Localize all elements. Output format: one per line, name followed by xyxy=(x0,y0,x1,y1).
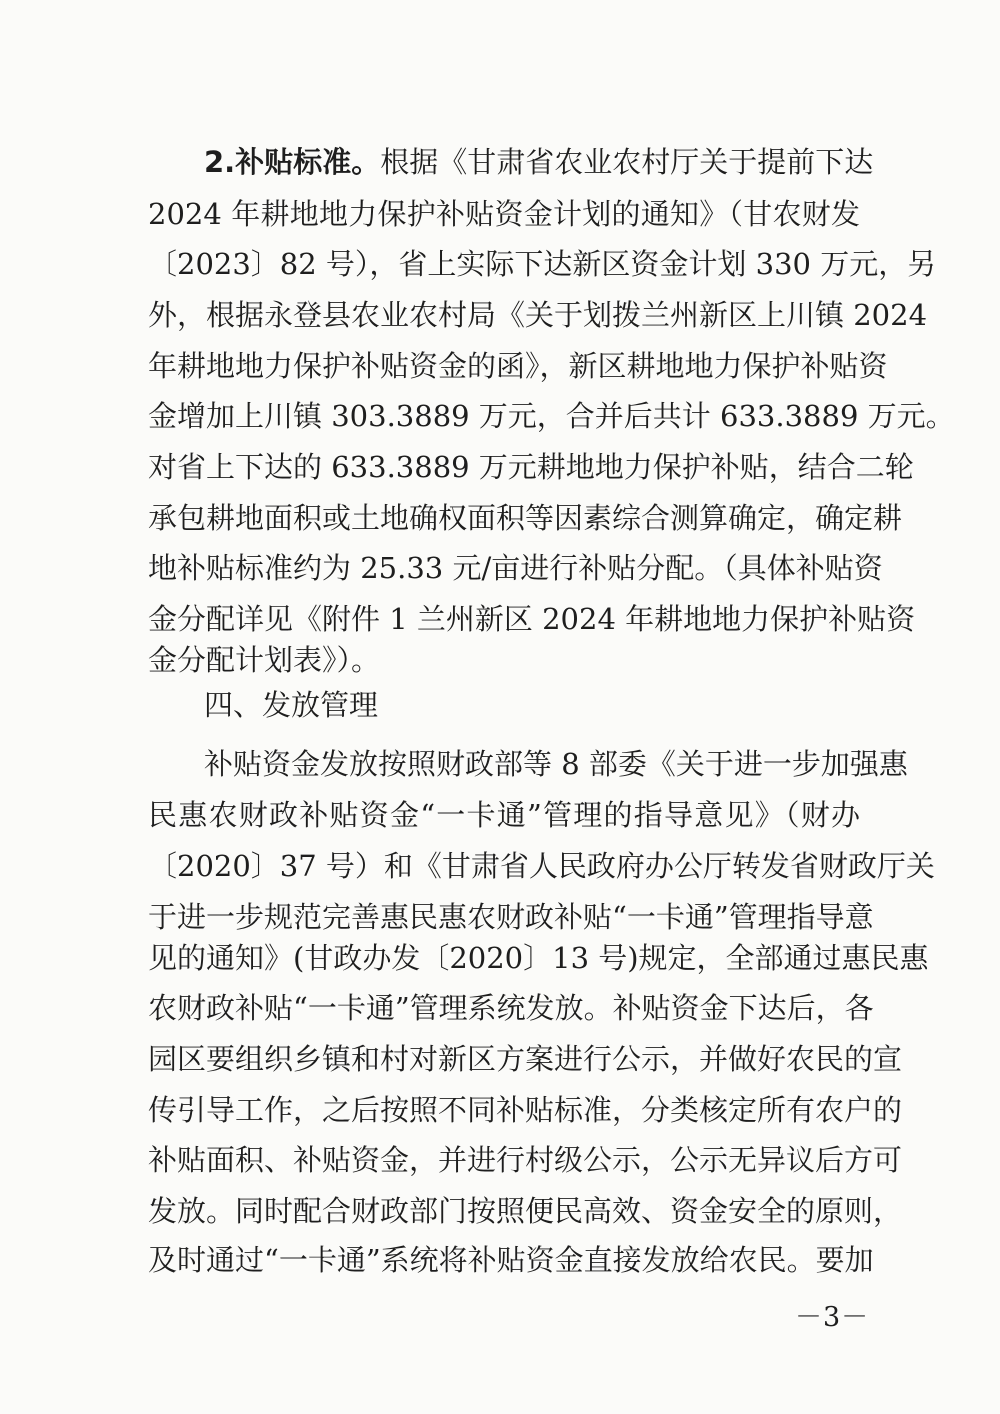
paragraph-line: 园区要组织乡镇和村对新区方案进行公示，并做好农民的宣 xyxy=(148,1042,903,1076)
paragraph-line: 农财政补贴“一卡通”管理系统发放。补贴资金下达后，各 xyxy=(148,991,874,1025)
paragraph-line: 金增加上川镇 303.3889 万元，合并后共计 633.3889 万元。 xyxy=(148,399,955,433)
paragraph-line: 〔2023〕82 号），省上实际下达新区资金计划 330 万元，另 xyxy=(148,247,937,281)
paragraph-line: 传引导工作，之后按照不同补贴标准，分类核定所有农户的 xyxy=(148,1093,903,1127)
paragraph-text: 根据《甘肃省农业农村厅关于提前下达 xyxy=(380,145,874,179)
paragraph-line: 承包耕地面积或土地确权面积等因素综合测算确定，确定耕 xyxy=(148,501,903,535)
paragraph-line: 民惠农财政补贴资金“一卡通”管理的指导意见》（财办 xyxy=(148,798,860,832)
subsection-lead: 2.补贴标准。 xyxy=(204,145,381,179)
paragraph-line: 〔2020〕37 号）和《甘肃省人民政府办公厅转发省财政厅关 xyxy=(148,849,935,883)
paragraph-line: 见的通知》(甘政办发〔2020〕13 号)规定，全部通过惠民惠 xyxy=(148,941,929,975)
paragraph-line: 于进一步规范完善惠民惠农财政补贴“一卡通”管理指导意 xyxy=(148,900,874,934)
paragraph-line: 发放。同时配合财政部门按照便民高效、资金安全的原则， xyxy=(148,1194,903,1228)
paragraph-line: 补贴资金发放按照财政部等 8 部委《关于进一步加强惠 xyxy=(204,747,908,781)
paragraph-line: 金分配计划表》）。 xyxy=(148,643,381,677)
paragraph-line: 外，根据永登县农业农村局《关于划拨兰州新区上川镇 2024 xyxy=(148,298,928,332)
paragraph-line: 金分配详见《附件 1 兰州新区 2024 年耕地地力保护补贴资 xyxy=(148,602,916,636)
paragraph-line: 2024 年耕地地力保护补贴资金计划的通知》（甘农财发 xyxy=(148,197,860,231)
paragraph-line: 及时通过“一卡通”系统将补贴资金直接发放给农民。要加 xyxy=(148,1243,874,1277)
paragraph-line xyxy=(204,142,874,182)
paragraph-line: 补贴面积、补贴资金，并进行村级公示，公示无异议后方可 xyxy=(148,1143,903,1177)
section-heading: 四、发放管理 xyxy=(204,688,379,722)
paragraph-line: 年耕地地力保护补贴资金的函》，新区耕地地力保护补贴资 xyxy=(148,349,888,383)
paragraph-line: 地补贴标准约为 25.33 元/亩进行补贴分配。（具体补贴资 xyxy=(148,551,883,585)
page-number: －3－ xyxy=(795,1302,870,1333)
paragraph-line: 对省上下达的 633.3889 万元耕地地力保护补贴，结合二轮 xyxy=(148,450,914,484)
